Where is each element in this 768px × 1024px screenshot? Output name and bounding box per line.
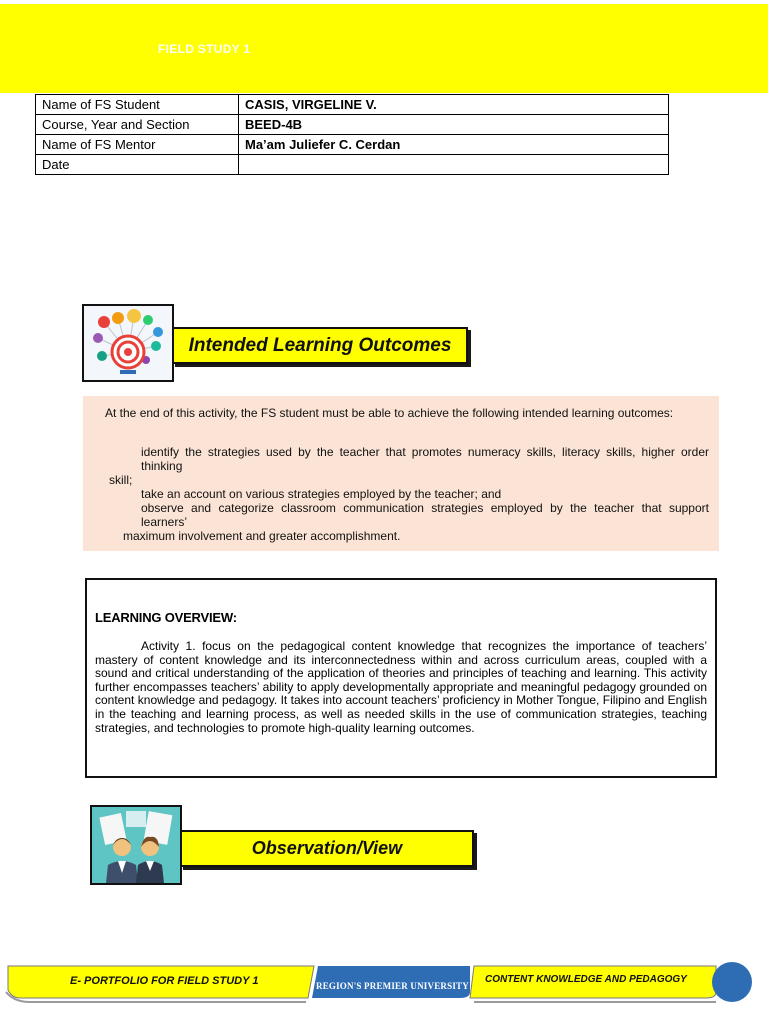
list-item: identify the strategies used by the teacher that promotes numeracy skills, literacy skills, higher order thinking <box>141 445 709 473</box>
footer-right-label: CONTENT KNOWLEDGE AND PEDAGOGY <box>485 974 687 985</box>
student-info-table <box>35 94 669 175</box>
footer-middle-label: REGION'S PREMIER UNIVERSITY <box>316 981 469 991</box>
row-label: Date <box>36 155 239 175</box>
target-icon <box>82 304 174 382</box>
footer-banner <box>0 962 768 1024</box>
table-row <box>36 155 669 175</box>
list-item: observe and categorize classroom communication strategies employed by the teacher that support learners’ <box>141 501 709 529</box>
table-row <box>36 95 669 115</box>
row-label: Course, Year and Section <box>36 115 239 135</box>
ilo-title: Intended Learning Outcomes <box>172 327 468 364</box>
header-title: FIELD STUDY 1 <box>158 42 251 56</box>
table-row <box>36 115 669 135</box>
row-value <box>239 155 669 175</box>
ilo-intro: At the end of this activity, the FS student must be able to achieve the following intended learning outcomes: <box>105 406 674 420</box>
teachers-icon <box>90 805 182 885</box>
footer-left-label: E- PORTFOLIO FOR FIELD STUDY 1 <box>70 975 259 987</box>
overview-heading: LEARNING OVERVIEW: <box>95 610 237 625</box>
overview-body: Activity 1. focus on the pedagogical content knowledge that recognizes the importance of teachers’ mastery of content knowledge and its interconnectedness within and across curriculum areas, coupled with a sound and critical understanding of the application of theories and principles of teaching and learning. This activity further encompasses teachers’ ability to apply developmentally appropriate and meaningful pedagogy grounded on content knowledge and pedagogy. It takes into account teachers’ proficiency in Mother Tongue, Filipino and English in the teaching and learning process, as well as needed skills in the use of communication strategies, teaching strategies, and technologies to promote high-quality learning outcomes. <box>95 639 707 735</box>
row-label: Name of FS Mentor <box>36 135 239 155</box>
row-value: CASIS, VIRGELINE V. <box>239 95 669 115</box>
header-band <box>0 4 768 93</box>
list-item: skill; <box>109 473 133 487</box>
observation-title: Observation/View <box>180 830 474 867</box>
ilo-list <box>109 445 709 543</box>
row-value: BEED-4B <box>239 115 669 135</box>
row-label: Name of FS Student <box>36 95 239 115</box>
list-item: take an account on various strategies employed by the teacher; and <box>141 487 502 501</box>
table-row <box>36 135 669 155</box>
ilo-panel <box>83 396 719 551</box>
learning-overview-box <box>85 578 717 778</box>
list-item: maximum involvement and greater accomplishment. <box>123 529 401 543</box>
row-value: Ma’am Juliefer C. Cerdan <box>239 135 669 155</box>
